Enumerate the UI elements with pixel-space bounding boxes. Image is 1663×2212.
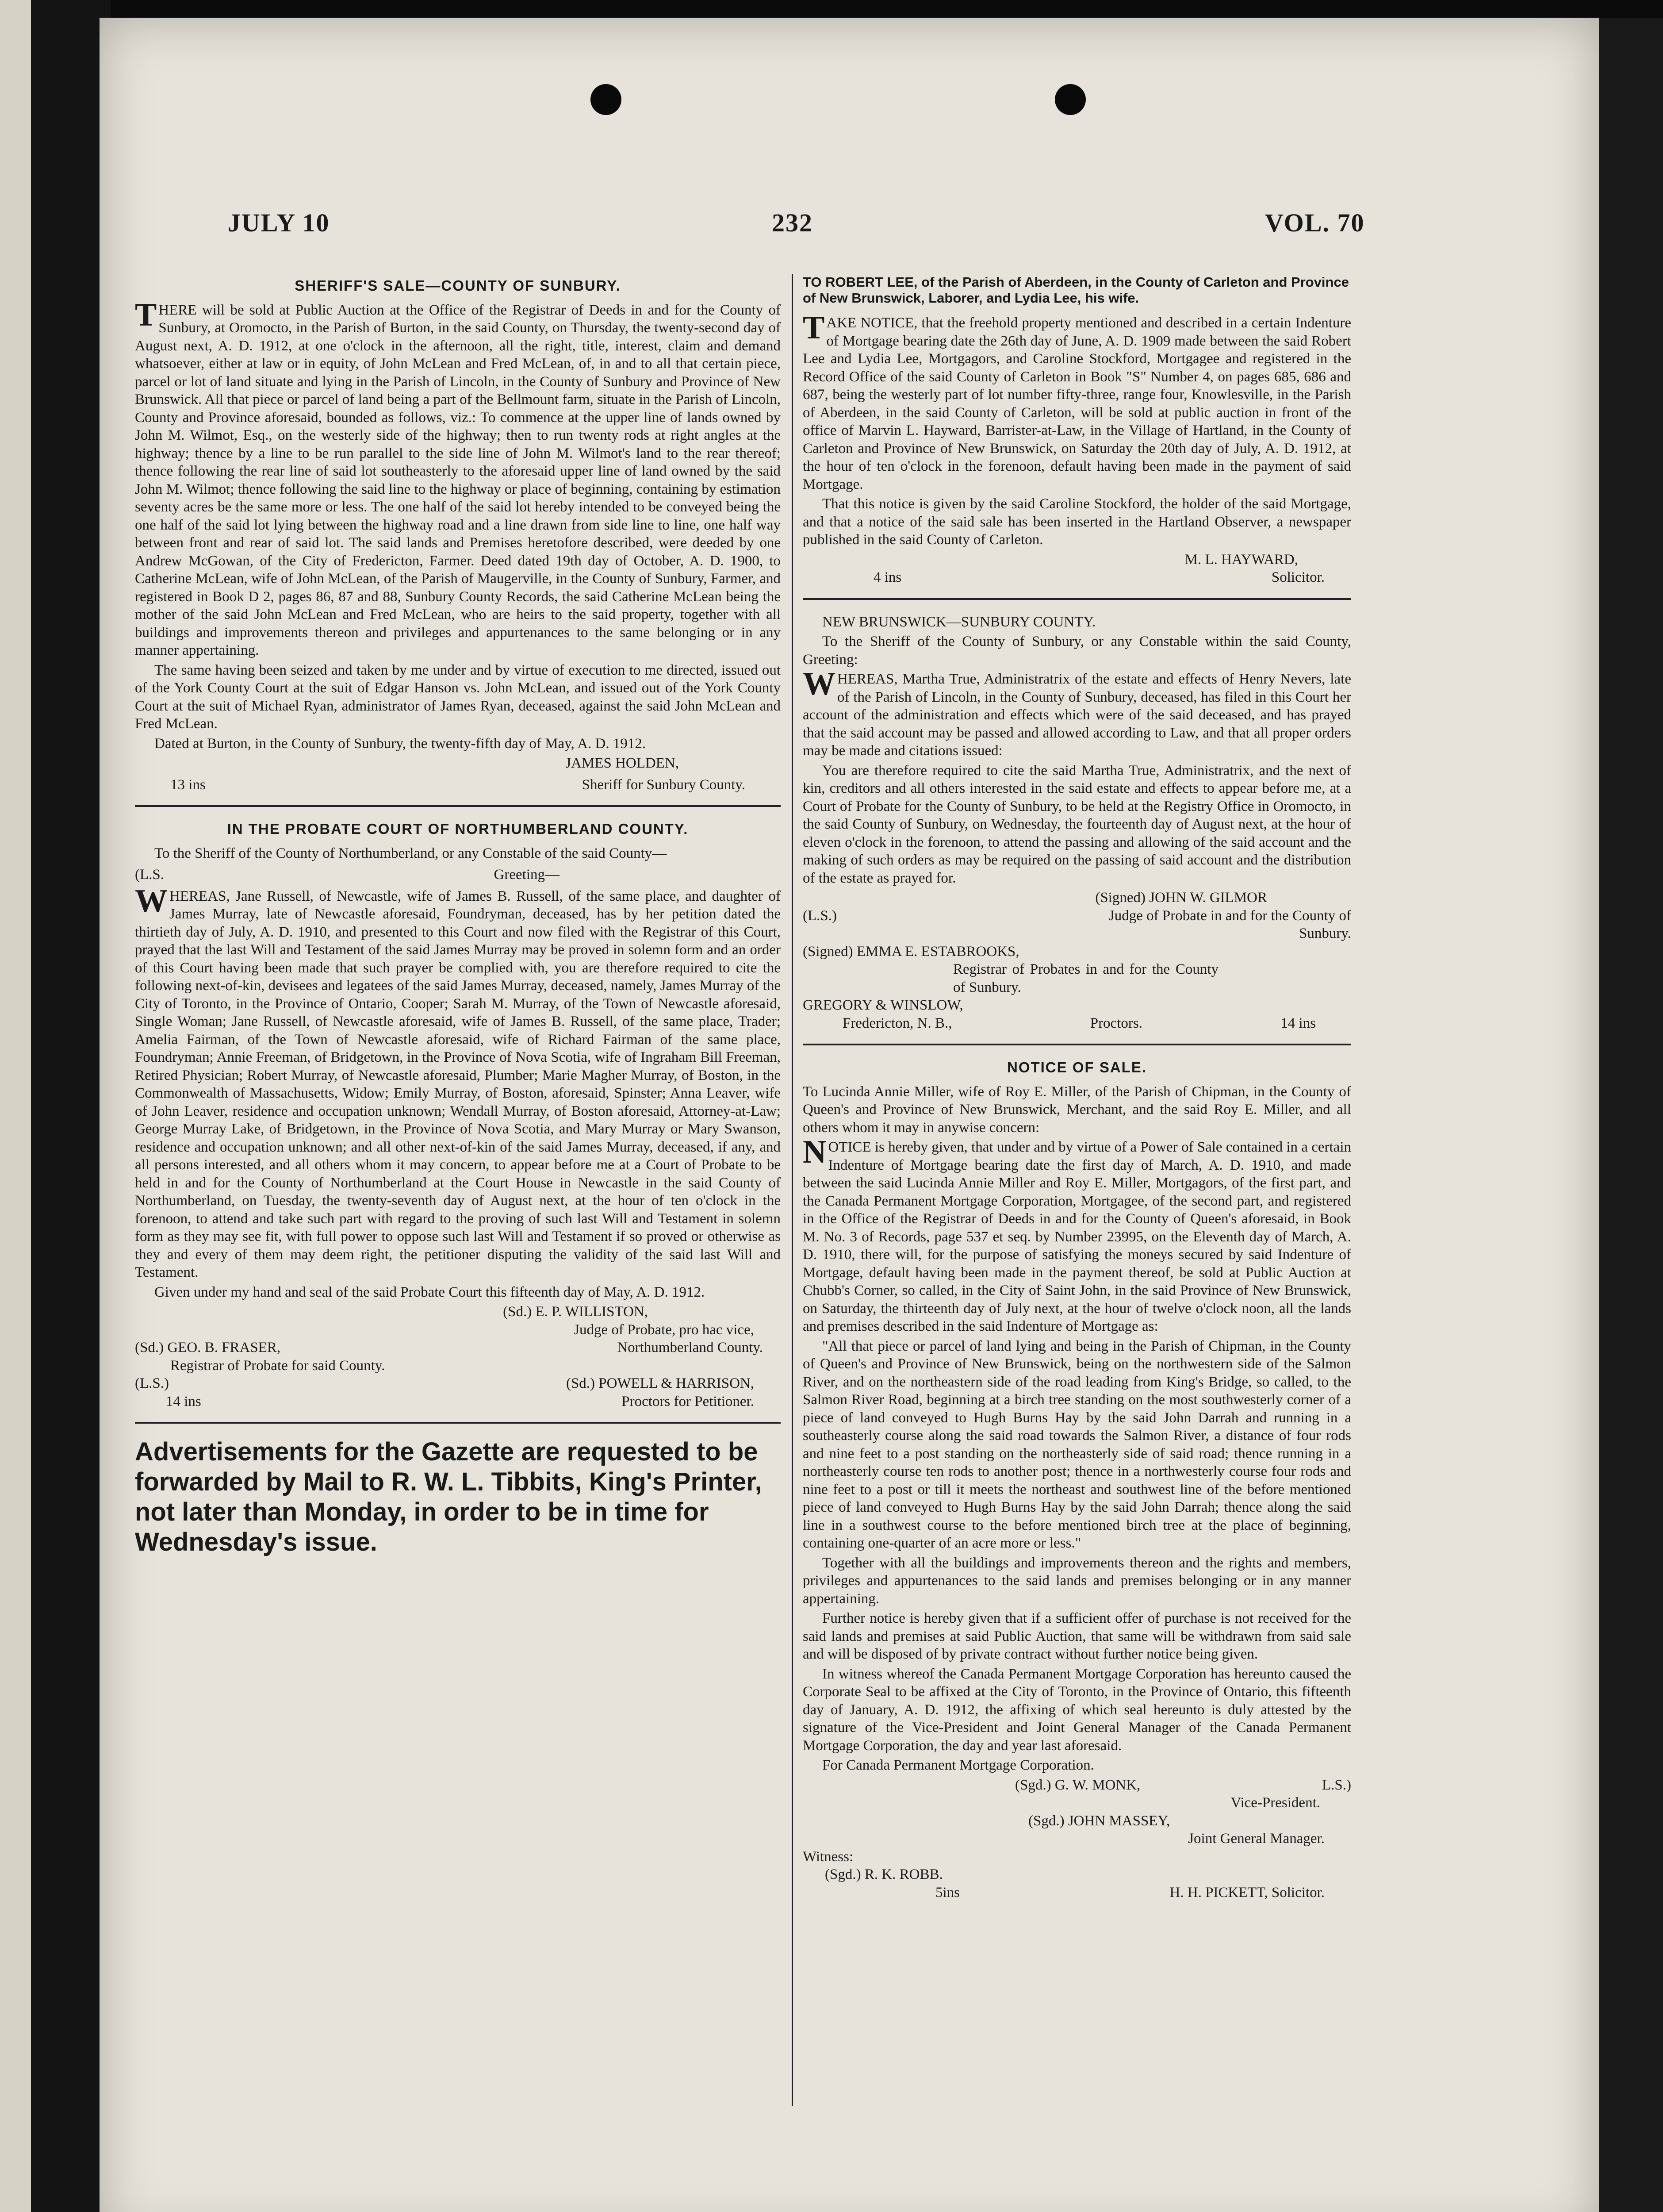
notice-body: NOTICE is hereby given, that under and by virtue of a Power of Sale contained in a certain Indenture of Mortgage bearing date the first day of March, A. D. 1910, and made between the said Lucinda Annie Miller and Roy E. Miller, Mortgagors, of the first part, and the Canada Permanent Mortgage Corporation, Mortgagee, of the second part, and registered in the Office of the Registrar of Deeds in and for the County of Queen's aforesaid, in Book M. No. 3 of Records, page 537 et seq. by Number 23995, on the Eleventh day of March, A. D. 1910, there will, for the purpose of satisfying the moneys secured by said Indenture of Mortgage, default having been made in the payment thereof, be sold at Public Auction at Chubb's Corner, so called, in the City of Saint John, in the said Province of New Brunswick, on Saturday, the thirteenth day of July next, at the hour of twelve o'clock noon, all the lands and premises described in the said Indenture of Mortgage as:: [803, 1134, 1351, 1334]
signer-name: (Signed) JOHN W. GILMOR: [1095, 890, 1267, 906]
section-divider: [803, 598, 1351, 600]
signature-row: [135, 776, 781, 794]
notice-address: To the Sheriff of the County of Northumberland, or any Constable of the said County—: [154, 845, 667, 861]
signature-row: [135, 1393, 781, 1411]
section-divider: [803, 1044, 1351, 1045]
notice-of-sale: [803, 1059, 1351, 1901]
signer-title: Joint General Manager.: [1188, 1831, 1325, 1847]
advertisement-notice: Advertisements for the Gazette are requested to be forwarded by Mail to R. W. L. Tibbits, King's Printer, not later than Monday, in order to be in time for Wednesday's issue.: [135, 1437, 762, 1556]
signer-name: (Signed) EMMA E. ESTABROOKS,: [803, 943, 1019, 960]
corporation-line: For Canada Permanent Mortgage Corporation.: [822, 1757, 1094, 1773]
sunbury-probate-notice: [803, 613, 1351, 1033]
signer-title: Solicitor.: [1271, 569, 1325, 585]
notice-address: To the Sheriff of the County of Sunbury, or any Constable within the said County, Greeting:: [803, 634, 1351, 668]
notice-address: To Lucinda Annie Miller, wife of Roy E. Miller, of the Parish of Chipman, in the County of Queen's and Province of New Brunswick, Merchant, and the said Roy E. Miller, and all others whom it may in anywise concern:: [803, 1083, 1351, 1136]
signer-name: (Sd.) GEO. B. FRASER,: [135, 1340, 281, 1356]
notice-body: The same having been seized and taken by me under and by virtue of execution to me directed, issued out of the York County Court at the suit of Edgar Hanson vs. John McLean, and issued out of the York County Court at the suit of Michael Ryan, administrator of James Ryan, deceased, against the said John McLean and Fred McLean.: [135, 662, 781, 732]
robert-lee-notice: [803, 274, 1351, 587]
section-divider: [135, 1422, 781, 1424]
notice-heading: SHERIFF'S SALE—COUNTY OF SUNBURY.: [295, 277, 621, 294]
greeting: Greeting—: [494, 867, 559, 883]
notice-heading: TO ROBERT LEE, of the Parish of Aberdeen, in the County of Carleton and Province of New Brunswick, Laborer, and Lydia Lee, his wife.: [803, 274, 1349, 306]
notice-heading: NOTICE OF SALE.: [1007, 1059, 1147, 1075]
proctor-title: Proctors.: [1090, 1015, 1142, 1031]
section-divider: [135, 805, 781, 807]
page-stack-edge: [1599, 18, 1663, 2212]
signature-row: [803, 907, 1351, 943]
property-description: "All that piece or parcel of land lying and being in the Parish of Chipman, in the County of Queen's and Province of New Brunswick, being on the northwestern side of the Salmon River, and on the northeastern side of the road leading from King's Bridge, so called, to the Salmon River Road, beginning at a birch tree standing on the most southwesterly corner of a piece of land conveyed to Hugh Burns Hay by the said John Darrah and running in a southeasterly course along the said road towards the Salmon River, a distance of four rods and nine feet to a post standing on the northeasterly side of said road; thence running in a northeasterly course ten rods to another post; thence in a northwesterly course four rods and nine feet to a post or till it meets the northeast and southwest line of the before mentioned piece of land conveyed to Hugh Burns Hay by the said John Darrah; thence along the said line in a southwest course to the before mentioned birch tree at the place of beginning, containing one-quarter of an acre more or less.": [803, 1338, 1351, 1551]
notice-heading: NEW BRUNSWICK—SUNBURY COUNTY.: [822, 614, 1096, 630]
greeting-row: [135, 866, 781, 884]
signer-name: (Sgd.) JOHN MASSEY,: [1028, 1813, 1170, 1829]
binding-gutter: [31, 0, 111, 2212]
signer-title: Proctors for Petitioner.: [621, 1393, 754, 1409]
witness-name: (Sgd.) R. K. ROBB.: [825, 1866, 943, 1882]
notice-heading: IN THE PROBATE COURT OF NORTHUMBERLAND COUNTY.: [227, 821, 689, 837]
signature-row: [803, 1014, 1351, 1033]
signer-role: Registrar of Probate for said County.: [170, 1357, 385, 1374]
signer-name: (Sd.) E. P. WILLISTON,: [503, 1304, 648, 1320]
column-rule: [792, 274, 793, 2106]
volume-number: VOL. 70: [1265, 208, 1365, 237]
proctor-name: GREGORY & WINSLOW,: [803, 997, 963, 1013]
signature-row: [803, 1776, 1351, 1794]
solicitor-name: H. H. PICKETT, Solicitor.: [1169, 1884, 1325, 1901]
signer-title: Sheriff for Sunbury County.: [582, 776, 745, 793]
signer-title: Judge of Probate in and for the County of Sunbury.: [1108, 907, 1351, 941]
signature-row: [803, 1884, 1351, 1902]
notice-body: TAKE NOTICE, that the freehold property mentioned and described in a certain Indenture of Mortgage bearing date the 26th day of June, A. D. 1909 made between the said Robert Lee and Lydia Lee, Mortgagors, and Caroline Stockford, Mortgagee and registered in the Record Office of the said County of Carleton in Book "S" Number 4, on pages 685, 686 and 687, being the westerly part of lot number fifty-three, range four, Knowlesville, in the Parish of Aberdeen, in the said County of Carleton, will be sold at public auction in front of the office of Marvin L. Hayward, Barrister-at-Law, in the Village of Hartland, in the County of Carleton and Province of New Brunswick, on Saturday the 20th day of July, A. D. 1912, at the hour of ten o'clock in the forenoon, default having been made in the payment of said Mortgage.: [803, 310, 1351, 492]
punch-hole: [590, 84, 621, 115]
witness-label: Witness:: [803, 1848, 854, 1865]
signature-row: [803, 568, 1351, 587]
notice-body: Further notice is hereby given that if a sufficient offer of purchase is not received for the said lands and premises at said Public Auction, that same will be withdrawn from said sale and will be disposed of by private contract without further notice being given.: [803, 1610, 1351, 1662]
punch-hole: [1055, 84, 1086, 115]
notice-body: WHEREAS, Martha True, Administratrix of the estate and effects of Henry Nevers, late of the Parish of Lincoln, in the County of Sunbury, deceased, has filed in this Court her account of the administration and effects which were of the said deceased, and has prayed that the said account may be passed and allowed according to Law, and that all proper orders may be made and citations issued:: [803, 666, 1351, 759]
insertion-count: 14 ins: [166, 1393, 201, 1409]
signer-name: (Sgd.) G. W. MONK,: [1015, 1777, 1141, 1793]
insertion-count: 4 ins: [874, 569, 902, 585]
notice-body: That this notice is given by the said Caroline Stockford, the holder of the said Mortgage, and that a notice of the said sale has been inserted in the Hartland Observer, a newspaper published in the said County of Carleton.: [803, 496, 1351, 548]
page-number: 232: [772, 208, 813, 237]
seal-mark: (L.S.): [803, 907, 837, 924]
notice-date: Dated at Burton, in the County of Sunbury, the twenty-fifth day of May, A. D. 1912.: [154, 735, 646, 752]
signature-row: [135, 1375, 781, 1393]
signature-row: [135, 1339, 781, 1357]
signer-name: M. L. HAYWARD,: [1184, 551, 1298, 568]
signer-name: JAMES HOLDEN,: [565, 755, 679, 771]
adjacent-page-edge: [0, 0, 31, 2212]
sheriff-sale-notice: [135, 277, 781, 794]
left-column: [135, 274, 781, 1557]
seal-mark: L.S.): [1322, 1777, 1351, 1793]
notice-body: WHEREAS, Jane Russell, of Newcastle, wife of James B. Russell, of the same place, and daughter of James Murray, late of Newcastle aforesaid, Foundryman, deceased, has by her petition dated the thirtieth day of July, A. D. 1910, and presented to this Court and now filed with the Registrar of this Court, prayed that the last Will and Testament of the said James Murray may be proved in solemn form and an order of this Court having been made that such prayer be complied with, you are therefore required to cite the following next-of-kin, devisees and legatees of the said James Murray, deceased, namely, James Murray of the City of Toronto, in the Province of Ontario, Cooper; Sarah M. Murray, of the Town of Newcastle aforesaid, Single Woman; Jane Russell, of Newcastle aforesaid, wife of James B. Russell, of the same place, Trader; Amelia Fairman, of the Town of Newcastle aforesaid, wife of Richard Fairman of the same place, Foundryman; Annie Freeman, of Bridgetown, in the Province of Nova Scotia, wife of Ingraham Bill Freeman, Retired Physician; Robert Murray, of Newcastle aforesaid, Plumber; Marie Magher Murray, of Boston, in the Commonwealth of Massachusetts, Widow; Emily Murray, of Boston, aforesaid, Spinster; Anna Leaver, wife of John Leaver, residence and occupation unknown; Wendall Murray, of Boston aforesaid, Attorney-at-Law; George Murray Lake, of Bridgetown, in the Province of Nova Scotia, and Mary Murray or Mary Swanson, residence and occupation unknown; and all other next-of-kin of the said James Murray, deceased, if any, and all persons interested, and all others whom it may concern, to appear before me at a Court of Probate to be held in and for the County of Northumberland at the Court House in Newcastle in the said County of Northumberland, on Tuesday, the twenty-seventh day of August next, at the hour of ten o'clock in the forenoon, to attend and take such part with regard to the proving of such last Will and Testament in solemn form as they may see fit, with full power to oppose such last Will and Testament if so proved or otherwise as they and every of them may deem right, the petitioner disputing the validity of the said last Will and Testament.: [135, 883, 781, 1280]
right-column: [803, 274, 1351, 1901]
notice-body: Together with all the buildings and improvements thereon and the rights and members, privileges and appurtenances to the said lands and premises belonging or in any manner appertaining.: [803, 1555, 1351, 1607]
insertion-count: 13 ins: [170, 776, 206, 793]
signer-title: Vice-President.: [1230, 1795, 1320, 1811]
proctor-place: Fredericton, N. B.,: [843, 1015, 952, 1031]
insertion-count: 5ins: [935, 1884, 960, 1901]
seal-mark: (L.S.: [135, 867, 164, 883]
notice-date: Given under my hand and seal of the said Probate Court this fifteenth day of May, A. D. 1912.: [154, 1284, 705, 1300]
notice-body: THERE will be sold at Public Auction at the Office of the Registrar of Deeds in and for the County of Sunbury, at Oromocto, in the Parish of Burton, in the said County, on Thursday, the twenty-second day of August next, A. D. 1912, at one o'clock in the afternoon, all the right, title, interest, claim and demand whatsoever, either at law or in equity, of John McLean and Fred McLean, of, in and to all that certain piece, parcel or lot of land situate and lying in the Parish of Lincoln, in the County of Sunbury and Province of New Brunswick. All that piece or parcel of land being a part of the Bellmount farm, situate in the Parish of Lincoln, County and Province aforesaid, bounded as follows, viz.: To commence at the upper line of lands owned by John M. Wilmot, Esq., on the westerly side of the highway; then to run twenty rods at right angles at the highway; thence by a line to be run parallel to the side line of John M. Wilmot's land to the rear thereof; thence following the rear line of said lot southeasterly to the aforesaid upper line of land owned by the said John M. Wilmot; thence following the said line to the highway or place of beginning, containing by estimation seventy acres be the same more or less. The one half of the said lot hereby intended to be conveyed being the one half of the said lot lying between the highway road and a line drawn from side line to line, one half way between front and rear of said lot. The said lands and Premises heretofore described, were deeded by one Andrew McGowan, of the City of Fredericton, Farmer. Deed dated 19th day of October, A. D. 1900, to Catherine McLean, wife of John McLean, of the Parish of Maugerville, in the County of Sunbury, Farmer, and registered in Book D 2, pages 86, 87 and 88, Sunbury County Records, the said Catherine McLean being the mother of the said John McLean and Fred McLean, who are heirs to the said property, together with all buildings and improvements thereon and privileges and appurtenances to the same belonging or in any manner appertaining.: [135, 296, 781, 658]
signer-title: Judge of Probate, pro hac vice,: [574, 1321, 754, 1338]
notice-body: You are therefore required to cite the said Martha True, Administratrix, and the next of kin, creditors and all others interested in the said estate and effects to appear before me, at a Court of Probate for the County of Sunbury, to be held at the Registry Office in Oromocto, in the said County of Sunbury, on Wednesday, the fourteenth day of August next, at the hour of eleven o'clock in the forenoon, to attend the passing and allowing of the said account and the making of such orders as may be required on the passing of said account and the distribution of the estate as prayed for.: [803, 762, 1351, 886]
seal-mark: (L.S.): [135, 1375, 169, 1391]
probate-notice: [135, 820, 781, 1410]
running-head-date: JULY 10: [228, 208, 330, 237]
insertion-count: 14 ins: [1280, 1015, 1316, 1031]
signer-title: Northumberland County.: [617, 1340, 763, 1356]
notice-body: In witness whereof the Canada Permanent Mortgage Corporation has hereunto caused the Corporate Seal to be affixed at the City of Toronto, in the Province of Ontario, this fifteenth day of January, A. D. 1912, the affixing of which seal hereunto is duly attested by the signature of the Vice-President and Joint General Manager of the Canada Permanent Mortgage Corporation, the day and year last aforesaid.: [803, 1666, 1351, 1754]
signer-name: (Sd.) POWELL & HARRISON,: [566, 1375, 754, 1391]
signer-title: Registrar of Probates in and for the County of Sunbury.: [953, 961, 1219, 995]
